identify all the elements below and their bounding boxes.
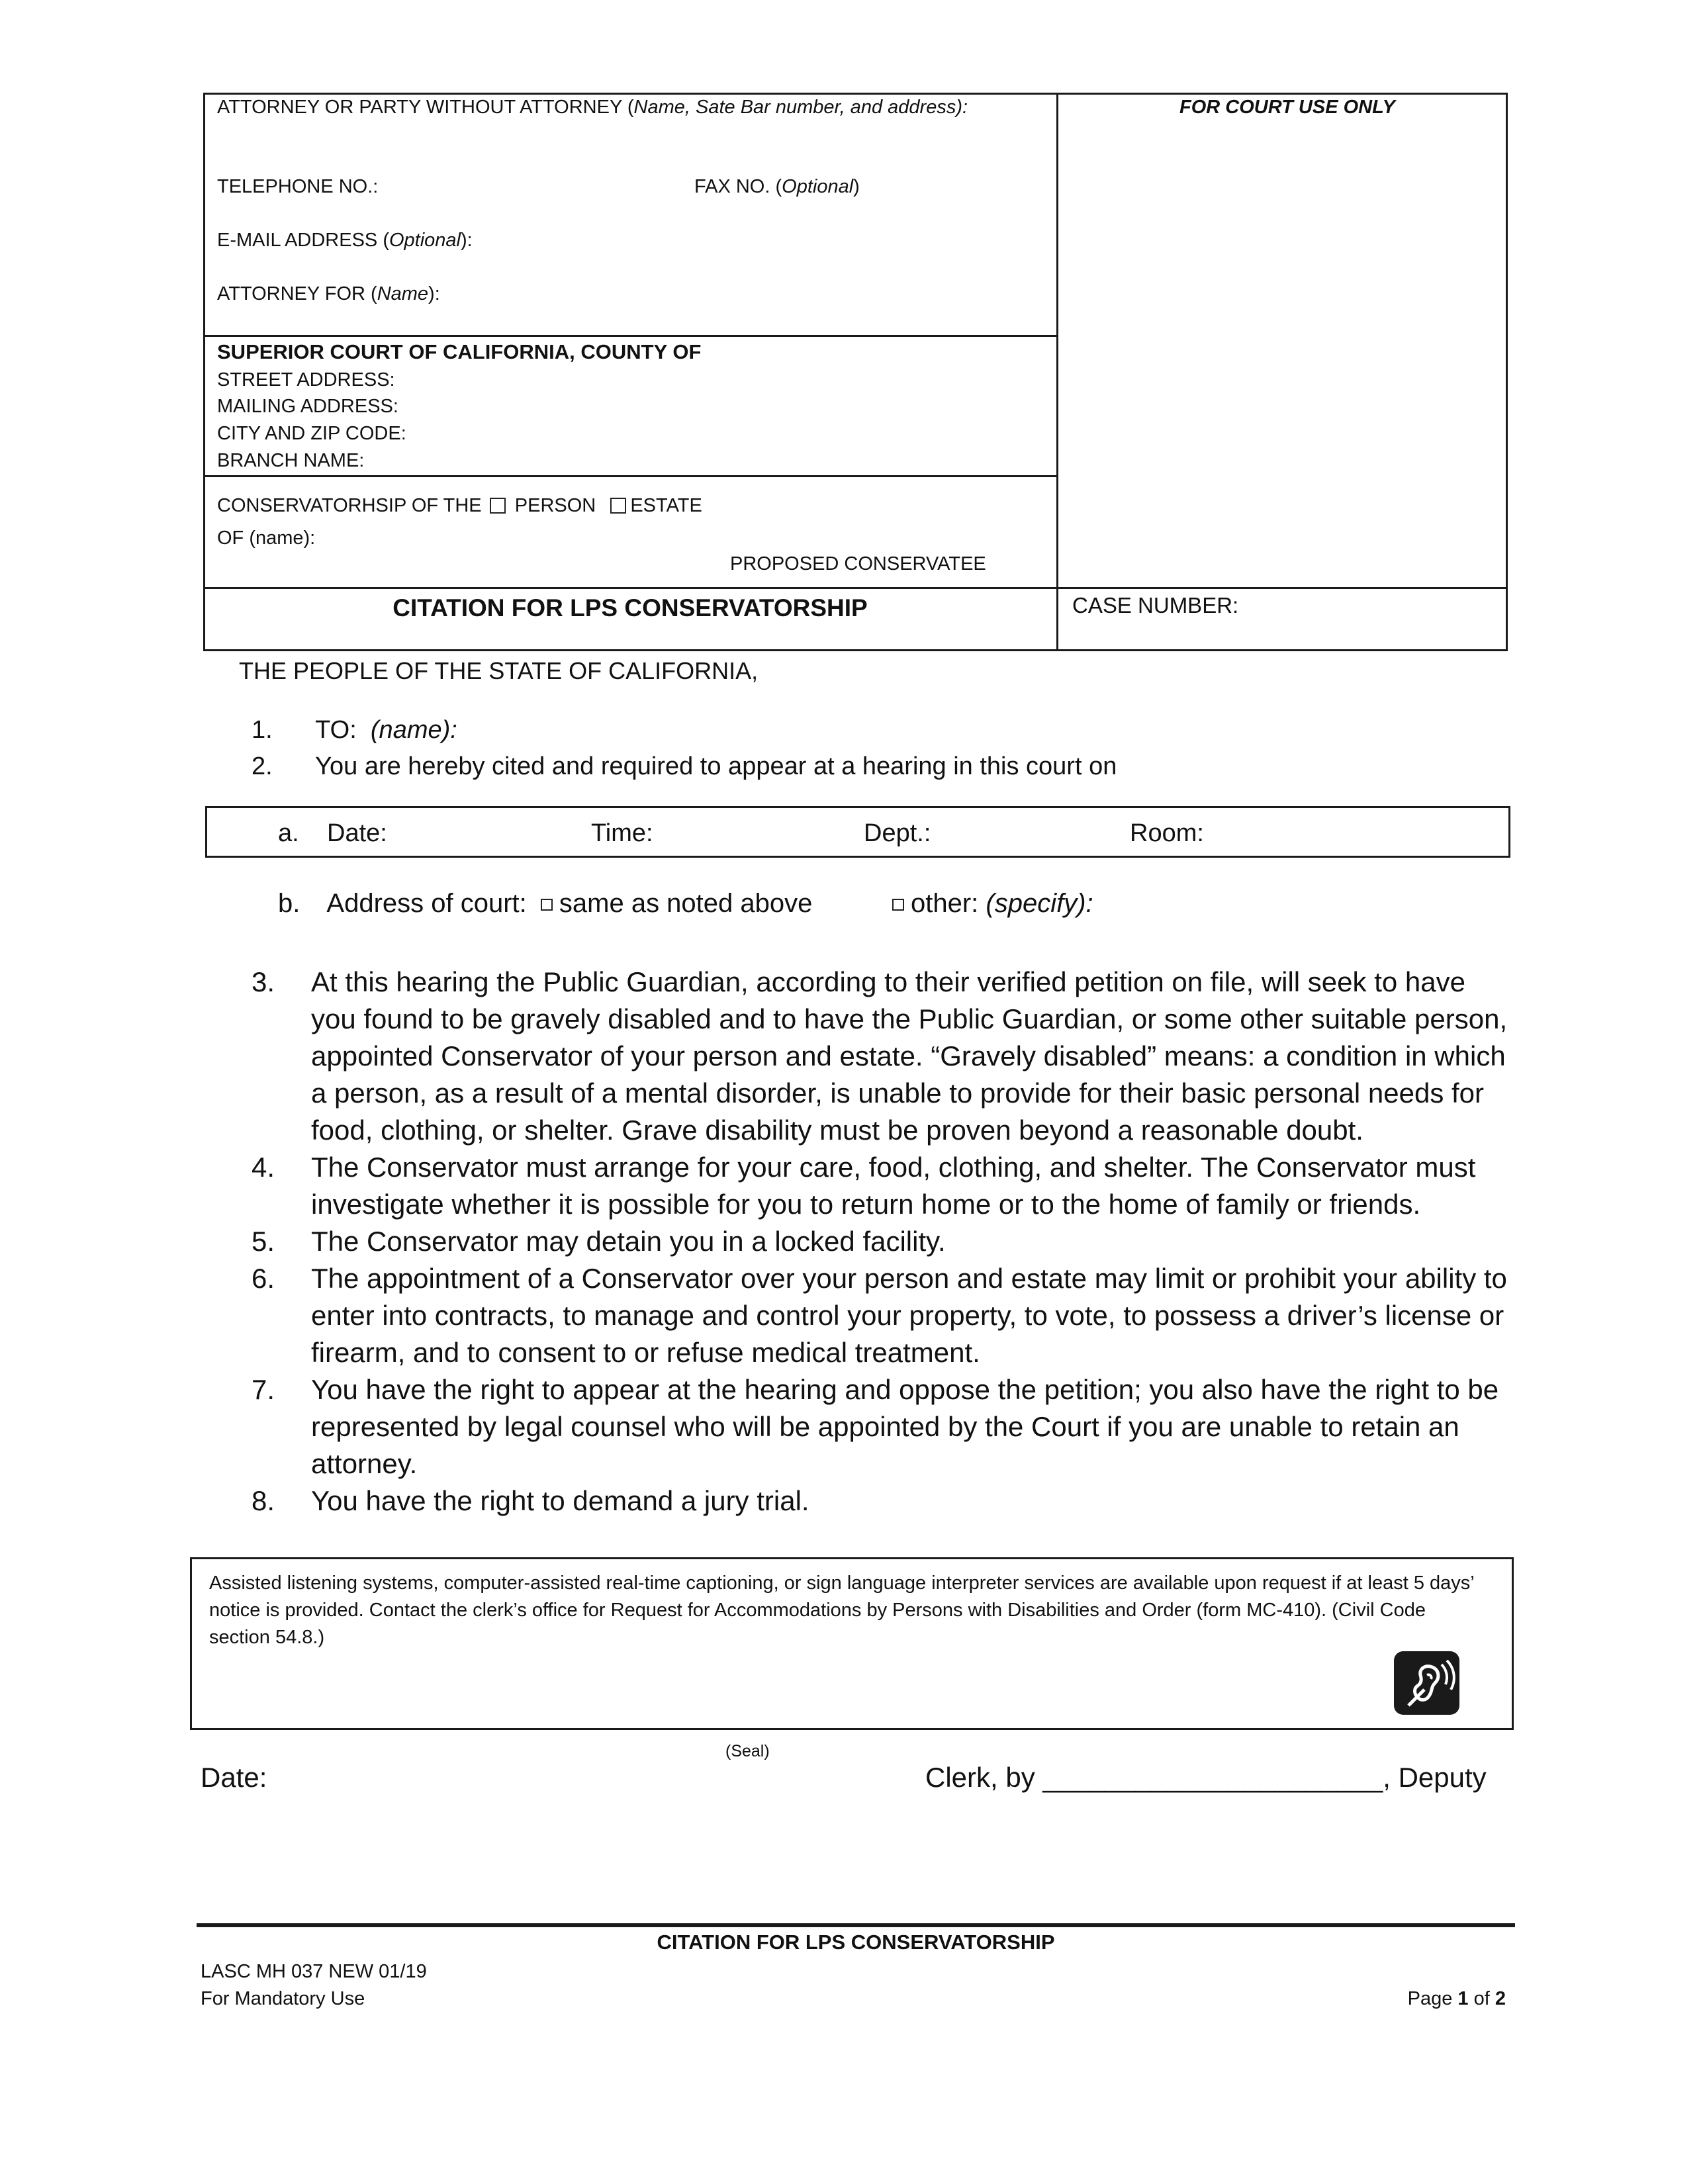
- page-number: Page 1 of 2: [1407, 1988, 1506, 2009]
- people-line: THE PEOPLE OF THE STATE OF CALIFORNIA,: [239, 657, 759, 684]
- hearing-assistance-icon: [1394, 1651, 1459, 1715]
- hearing-time-label[interactable]: Time:: [591, 819, 653, 847]
- hearing-date-label[interactable]: Date:: [327, 819, 387, 847]
- item-2: 2. You are hereby cited and required to appear at a hearing in this court on: [252, 752, 1117, 780]
- hearing-box: [205, 806, 1510, 858]
- footer-rule: [197, 1923, 1515, 1927]
- form-number: LASC MH 037 NEW 01/19: [201, 1961, 427, 1982]
- address-of-court: b. Address of court: same as noted above: [278, 889, 813, 918]
- seal-label: (Seal): [725, 1742, 770, 1760]
- item-8: 8. You have the right to demand a jury trial.: [252, 1485, 809, 1516]
- proposed-conservatee-label: PROPOSED CONSERVATEE: [730, 553, 986, 574]
- case-number-label: CASE NUMBER:: [1072, 593, 1239, 617]
- footer-title: CITATION FOR LPS CONSERVATORSHIP: [657, 1931, 1055, 1954]
- mandatory-use: For Mandatory Use: [201, 1988, 365, 2009]
- form-title: CITATION FOR LPS CONSERVATORSHIP: [392, 594, 868, 621]
- of-name-label: OF (name):: [217, 527, 316, 549]
- email-label: E-MAIL ADDRESS (Optional):: [217, 230, 473, 251]
- hearing-dept-label[interactable]: Dept.:: [864, 819, 931, 847]
- telephone-label: TELEPHONE NO.:: [217, 176, 379, 197]
- same-address-checkbox[interactable]: [541, 899, 553, 911]
- other-address: other: (specify):: [886, 889, 1093, 919]
- attorney-label: ATTORNEY OR PARTY WITHOUT ATTORNEY (Name, Sate Bar number, and address):: [217, 97, 968, 118]
- city-zip-label: CITY AND ZIP CODE:: [217, 423, 406, 444]
- signature-date-label[interactable]: Date:: [201, 1762, 267, 1793]
- item-5: 5. The Conservator may detain you in a locked facility.: [252, 1226, 946, 1257]
- estate-checkbox[interactable]: [610, 498, 626, 514]
- item-3: 3. At this hearing the Public Guardian, according to their verified petition on file, will seek to have you found to be gravely disabled and to have the Public Guardian, or some other suitable person, appointed Conservator of your person and estate. “Gravely disabled” means: a condition in which a person, as a result of a mental disorder, is unable to provide for their basic personal needs for food, clothing, or shelter. Grave disability must be proven beyond a reasonable doubt.: [252, 966, 1508, 1146]
- fax-label: FAX NO. (Optional): [694, 176, 860, 197]
- court-use-only: FOR COURT USE ONLY: [1179, 97, 1395, 118]
- branch-name-label: BRANCH NAME:: [217, 450, 365, 471]
- clerk-signature-line[interactable]: Clerk, by ______________________, Deputy: [925, 1762, 1487, 1793]
- caption-line-2: [203, 475, 1057, 477]
- hearing-a-label: a.: [278, 819, 299, 847]
- item-6: 6. The appointment of a Conservator over your person and estate may limit or prohibit your ability to enter into contracts, to manage and control your property, to vote, to possess a driver’s license or firearm, and to consent to or refuse medical treatment.: [252, 1263, 1507, 1368]
- ear-icon: [1394, 1651, 1459, 1715]
- street-address-label: STREET ADDRESS:: [217, 369, 395, 390]
- conservatorship-line: CONSERVATORHSIP OF THE PERSON ESTATE: [217, 495, 702, 516]
- items-list: [212, 964, 1509, 1520]
- mailing-address-label: MAILING ADDRESS:: [217, 396, 398, 417]
- attorney-for-label: ATTORNEY FOR (Name):: [217, 283, 440, 304]
- item-7: 7. You have the right to appear at the hearing and oppose the petition; you also have the right to be represented by legal counsel who will be appointed by the Court if you are unable to retain an attorney.: [252, 1374, 1499, 1479]
- caption-line-3: [203, 587, 1508, 589]
- hearing-room-label[interactable]: Room:: [1130, 819, 1204, 847]
- court-title: SUPERIOR COURT OF CALIFORNIA, COUNTY OF: [217, 340, 702, 363]
- accommodation-text: Assisted listening systems, computer-assisted real-time captioning, or sign language interpreter services are available upon request if at least 5 days’ notice is provided. Contact the clerk’s office for Request for Accommodations by Persons with Disabilities and Order (form MC-410). (Civil Code section 54.8.): [209, 1572, 1474, 1648]
- caption-line-1: [203, 335, 1057, 337]
- item-4: 4. The Conservator must arrange for your care, food, clothing, and shelter. The Conservator must investigate whether it is possible for you to return home or to the home of family or friends.: [252, 1152, 1476, 1220]
- caption-divider-vertical: [1056, 93, 1058, 651]
- numbered-items: [212, 964, 1509, 1520]
- person-checkbox[interactable]: [490, 498, 506, 514]
- item-1: 1. TO: (name):: [252, 716, 457, 744]
- other-address-checkbox[interactable]: [892, 899, 904, 911]
